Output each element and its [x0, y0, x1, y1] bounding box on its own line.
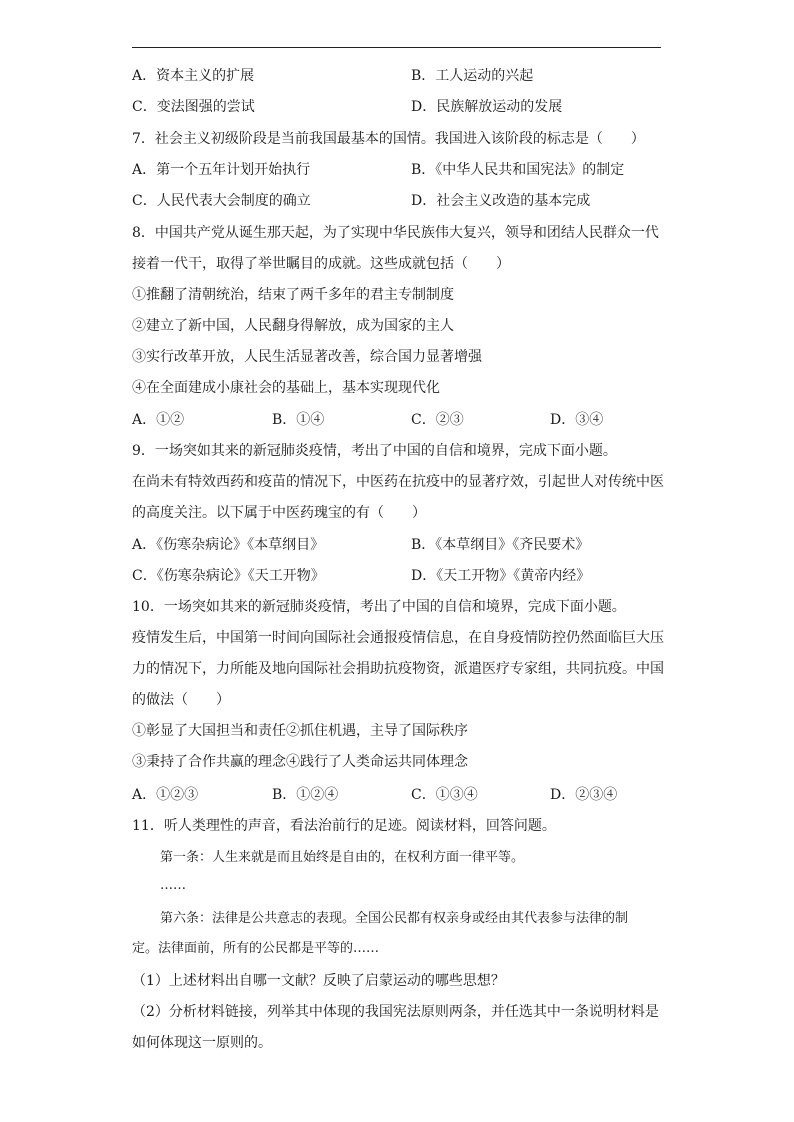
- q8-option-d[interactable]: D．③④: [550, 412, 604, 428]
- q7-option-d[interactable]: D．社会主义改造的基本完成: [411, 193, 591, 209]
- q6-option-d[interactable]: D．民族解放运动的发展: [411, 99, 563, 115]
- q10-option-d[interactable]: D．②③④: [550, 787, 618, 803]
- q6-option-c[interactable]: C．变法图强的尝试: [132, 99, 255, 115]
- q8-option-c[interactable]: C．②③: [411, 412, 464, 428]
- q8-item-2: ②建立了新中国，人民翻身得解放，成为国家的主人: [132, 318, 454, 334]
- q7-option-c[interactable]: C．人民代表大会制度的确立: [132, 193, 311, 209]
- q11-quote-ellipsis: ……: [160, 878, 186, 893]
- q6-option-b[interactable]: B．工人运动的兴起: [411, 68, 534, 84]
- q10-stem: 10．一场突如其来的新冠肺炎疫情，考出了中国的自信和境界，完成下面小题。: [132, 599, 626, 615]
- q11-quote-article-6-line1: 第六条：法律是公共意志的表现。全国公民都有权亲身或经由其代表参与法律的制: [160, 911, 629, 926]
- q9-option-b[interactable]: B．《本草纲目》《齐民要术》: [411, 537, 590, 553]
- q10-items-1-2: ①彰显了大国担当和责任②抓住机遇，主导了国际秩序: [132, 723, 468, 739]
- q6-option-a[interactable]: A．资本主义的扩展: [132, 68, 255, 84]
- q7-stem: 7．社会主义初级阶段是当前我国最基本的国情。我国进入该阶段的标志是（ ）: [132, 131, 645, 147]
- q9-option-c[interactable]: C．《伤寒杂病论》《天工开物》: [132, 568, 325, 584]
- q10-option-c[interactable]: C．①③④: [411, 787, 478, 803]
- q8-item-1: ①推翻了清朝统治，结束了两千多年的君主专制制度: [132, 287, 454, 303]
- q7-option-b[interactable]: B．《中华人民共和国宪法》的制定: [411, 162, 625, 178]
- q10-items-3-4: ③秉持了合作共赢的理念④践行了人类命运共同体理念: [132, 754, 468, 770]
- q9-option-a[interactable]: A．《伤寒杂病论》《本草纲目》: [132, 537, 325, 553]
- q8-option-a[interactable]: A．①②: [132, 412, 185, 428]
- q10-body-line3: 的做法（ ）: [132, 692, 230, 708]
- q11-subquestion-1: （1）上述材料出自哪一文献？反映了启蒙运动的哪些思想？: [132, 973, 505, 989]
- q8-option-b[interactable]: B．①④: [272, 412, 325, 428]
- q8-item-4: ④在全面建成小康社会的基础上，基本实现现代化: [132, 380, 440, 396]
- q9-option-d[interactable]: D．《天工开物》《黄帝内经》: [411, 568, 591, 584]
- q9-body-line1: 在尚未有特效西药和疫苗的情况下，中医药在抗疫中的显著疗效，引起世人对传统中医: [132, 474, 664, 490]
- q10-body-line1: 疫情发生后，中国第一时间向国际社会通报疫情信息，在自身疫情防控仍然面临巨大压: [132, 630, 664, 646]
- q11-stem: 11．听人类理性的声音，看法治前行的足迹。阅读材料，回答问题。: [132, 818, 556, 834]
- q8-item-3: ③实行改革开放，人民生活显著改善，综合国力显著增强: [132, 349, 482, 365]
- q9-stem: 9．一场突如其来的新冠肺炎疫情，考出了中国的自信和境界，完成下面小题。: [132, 443, 617, 459]
- q11-quote-article-1: 第一条：人生来就是而且始终是自由的，在权利方面一律平等。: [160, 850, 525, 865]
- q11-subquestion-2-line2: 如何体现这一原则的。: [132, 1035, 272, 1051]
- q8-stem-line2: 接着一代干，取得了举世瞩目的成就。这些成就包括（ ）: [132, 256, 510, 272]
- q10-body-line2: 力的情况下，力所能及地向国际社会捐助抗疫物资，派遣医疗专家组，共同抗疫。中国: [132, 661, 664, 677]
- q11-quote-article-6-line2: 定。法律面前，所有的公民都是平等的……: [132, 941, 380, 956]
- q8-stem-line1: 8．中国共产党从诞生那天起，为了实现中华民族伟大复兴，领导和团结人民群众一代: [132, 225, 659, 241]
- q11-subquestion-2-line1: （2）分析材料链接，列举其中体现的我国宪法原则两条，并任选其中一条说明材料是: [132, 1004, 659, 1020]
- q9-body-line2: 的高度关注。以下属于中医药瑰宝的有（ ）: [132, 505, 426, 521]
- q10-option-b[interactable]: B．①②④: [272, 787, 339, 803]
- q10-option-a[interactable]: A．①②③: [132, 787, 199, 803]
- header-rule: [132, 47, 661, 48]
- q7-option-a[interactable]: A．第一个五年计划开始执行: [132, 162, 311, 178]
